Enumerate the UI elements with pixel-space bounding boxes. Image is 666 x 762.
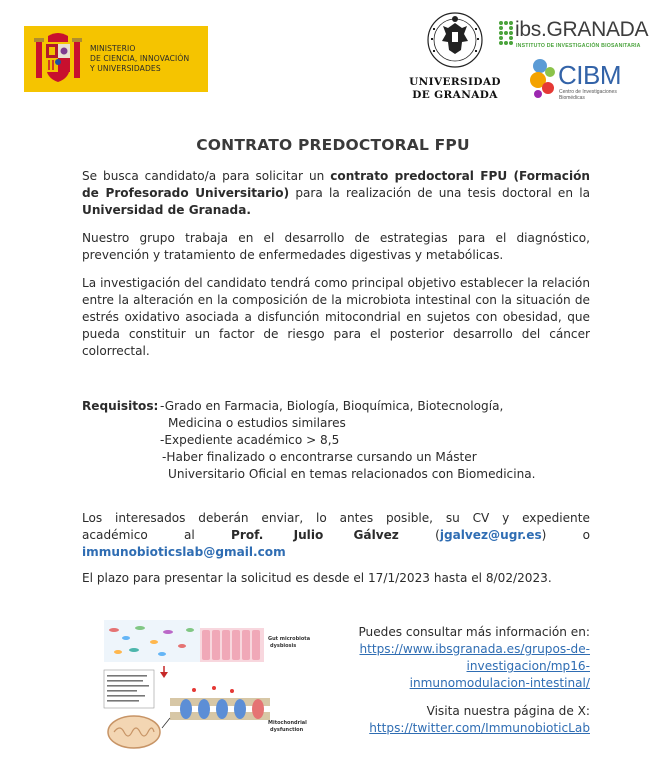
- ministerio-line: DE CIENCIA, INNOVACIÓN: [90, 54, 190, 63]
- intro-text: Se busca candidato/a para solicitar un: [82, 169, 331, 183]
- ministerio-line: Y UNIVERSIDADES: [90, 64, 161, 73]
- requirements-label: Requisitos:: [82, 399, 159, 413]
- requirement-item: -Haber finalizado o encontrarse cursando un Máster: [162, 450, 477, 464]
- contact-line: [82, 527, 590, 544]
- group-website-link[interactable]: investigacion/mp16-: [466, 659, 590, 673]
- page-title: CONTRATO PREDOCTORAL FPU: [196, 136, 470, 154]
- requirement-item: Medicina o estudios similares: [168, 416, 346, 430]
- contact-word: posible,: [385, 511, 434, 525]
- mitochondrial-membrane-icon: [170, 686, 270, 720]
- ibs-granada-logo: [498, 18, 654, 52]
- ibs-dots-icon: [498, 20, 514, 46]
- ugr-seal-icon: [427, 10, 483, 72]
- group-paragraph: Nuestro grupo trabaja en el desarrollo de estrategias para el diagnóstico, prevención y tratamiento de enfermedades digestivas y metabólicas.: [82, 231, 590, 262]
- contact-paragraph: [82, 510, 590, 561]
- paren-open: (: [435, 528, 440, 542]
- group-website-link[interactable]: inmunomodulacion-intestinal/: [409, 676, 590, 690]
- contact-line: [82, 544, 590, 561]
- contact-word: y: [502, 511, 510, 525]
- contact-word: expediente: [522, 511, 590, 525]
- cibm-name: CIBM: [558, 60, 621, 90]
- mito-label: Mitochondrial: [268, 720, 307, 726]
- consult-text: Puedes consultar más información en:: [358, 625, 590, 639]
- contact-word: enviar,: [261, 511, 304, 525]
- ibs-subtitle: INSTITUTO DE INVESTIGACIÓN BIOSANITARIA: [516, 43, 641, 49]
- intro-text: para la realización de una tesis doctoral en la: [289, 186, 590, 200]
- cibm-subtitle-line: Centro de Investigaciones: [559, 89, 617, 95]
- requirement-item: Universitario Oficial en temas relacionados con Biomedicina.: [168, 467, 536, 481]
- contact-word: Los: [82, 511, 103, 525]
- deadline-text: El plazo para presentar la solicitud es desde el 17/1/2023 hasta el 8/02/2023.: [82, 571, 552, 585]
- cibm-circles-icon: [528, 56, 560, 100]
- contact-line: [82, 510, 590, 527]
- group-website-link[interactable]: https://www.ibsgranada.es/grupos-de-: [359, 642, 590, 656]
- contact-word: al: [184, 528, 195, 542]
- contact-word: lo: [316, 511, 327, 525]
- professor-name: Prof. Julio Gálvez: [231, 528, 399, 542]
- requirement-item: -Grado en Farmacia, Biología, Bioquímica, Biotecnología,: [160, 399, 504, 413]
- contact-word: o: [582, 528, 590, 542]
- ugr-name-line1: UNIVERSIDAD: [409, 76, 501, 88]
- figure-illustration: [104, 620, 311, 750]
- visit-x-text: Visita nuestra página de X:: [426, 704, 590, 718]
- university-name: Universidad de Granada.: [82, 203, 251, 217]
- email-wrapper: [435, 527, 546, 544]
- contact-word: antes: [339, 511, 374, 525]
- requirement-item: -Expediente académico > 8,5: [160, 433, 340, 447]
- intro-paragraph: [82, 168, 590, 219]
- ministerio-line: MINISTERIO: [90, 44, 136, 53]
- research-paragraph: La investigación del candidato tendrá como principal objetivo establecer la relación entre la alteración en la composición de la microbiota intestinal con la situación de estrés oxidativo asociada a disfunción mitocondrial en sujetos con obesidad, que pueda constituir un factor de riesgo para el posterior desarrollo del cáncer colorrectal.: [82, 276, 590, 358]
- mitochondrion-icon: [108, 716, 160, 748]
- more-info: [320, 624, 590, 737]
- paren-close: ): [541, 528, 547, 542]
- contact-word: deberán: [198, 511, 249, 525]
- ministerio-name: [90, 44, 189, 74]
- contact-word: académico: [82, 528, 148, 542]
- ugr-name-line2: DE GRANADA: [412, 89, 498, 101]
- twitter-link[interactable]: https://twitter.com/ImmunobioticLab: [369, 721, 590, 735]
- ugr-logo: [405, 10, 505, 105]
- contract-type: contrato predoctoral FPU (Formación de Profesorado Universitario): [82, 169, 591, 200]
- contact-word: su: [445, 511, 460, 525]
- spain-coat-of-arms-icon: [34, 32, 82, 86]
- cibm-logo: [528, 56, 640, 104]
- contact-word: CV: [472, 511, 490, 525]
- cibm-subtitle: [559, 89, 617, 101]
- professor-email-link[interactable]: jgalvez@ugr.es: [439, 528, 542, 542]
- microbiota-mitochondria-figure: [104, 620, 311, 750]
- ibs-name: ibs.GRANADA: [515, 18, 649, 41]
- epithelium-icon: [200, 628, 264, 662]
- gut-label: dysbiosis: [270, 643, 297, 649]
- ministerio-logo: [24, 26, 208, 92]
- mito-label: dysfunction: [270, 727, 304, 733]
- lab-email-link[interactable]: immunobioticslab@gmail.com: [82, 545, 286, 559]
- cibm-subtitle-line: Biomédicas: [559, 95, 585, 101]
- contact-word: interesados: [115, 511, 186, 525]
- gut-label: Gut microbiota: [268, 636, 311, 642]
